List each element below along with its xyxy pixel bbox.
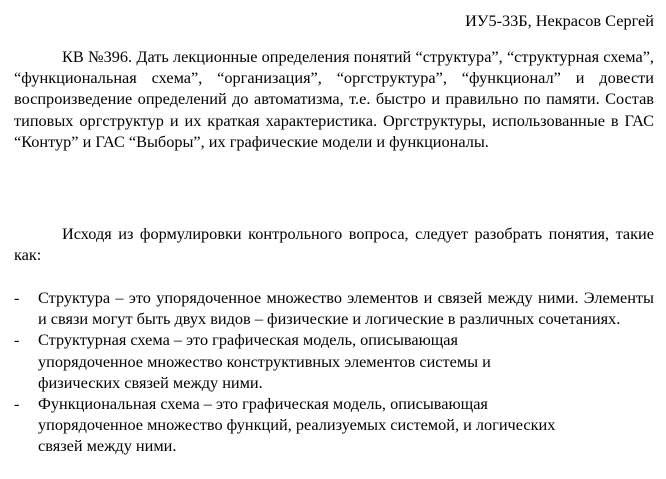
list-item-text-line: Структурная схема – это графическая модель, описывающая (38, 330, 458, 350)
list-item-text-line: упорядоченное множество конструктивных элементов системы и (38, 351, 491, 371)
list-bullet: - (14, 394, 20, 414)
definitions-list (14, 287, 654, 457)
intro-paragraph: Исходя из формулировки контрольного вопроса, следует разобрать понятия, такие как: (14, 224, 654, 265)
list-item-text: Структура – это упорядоченное множество элементов и связей между ними. Элементы и связи могут быть двух видов – физические и логические в различных сочетаниях. (38, 288, 654, 329)
author-header: ИУ5-33Б, Некрасов Сергей (465, 11, 654, 30)
question-paragraph: КВ №396. Дать лекционные определения понятий “структура”, “структурная схема”, “функциональная схема”, “организация”, “оргструктура”, “функционал” и довести воспроизведение определений до автоматизма, т.е. быстро и правильно по памяти. Состав типовых оргструктур и их краткая характеристика. Оргструктуры, использованные в ГАС “Контур” и ГАС “Выборы”, их графические модели и функционалы. (14, 47, 654, 151)
list-item-text-line: связей между ними. (38, 436, 177, 456)
list-bullet: - (14, 330, 20, 350)
list-bullet: - (14, 288, 20, 307)
list-item-text-line: упорядоченное множество функций, реализуемых системой, и логических (38, 415, 556, 435)
list-item-text-line: физических связей между ними. (38, 372, 263, 392)
list-item-functional-scheme (14, 393, 654, 457)
list-item-structure (14, 287, 654, 329)
list-item-structural-scheme (14, 329, 654, 393)
list-item-text-line: Функциональная схема – это графическая модель, описывающая (38, 394, 488, 414)
